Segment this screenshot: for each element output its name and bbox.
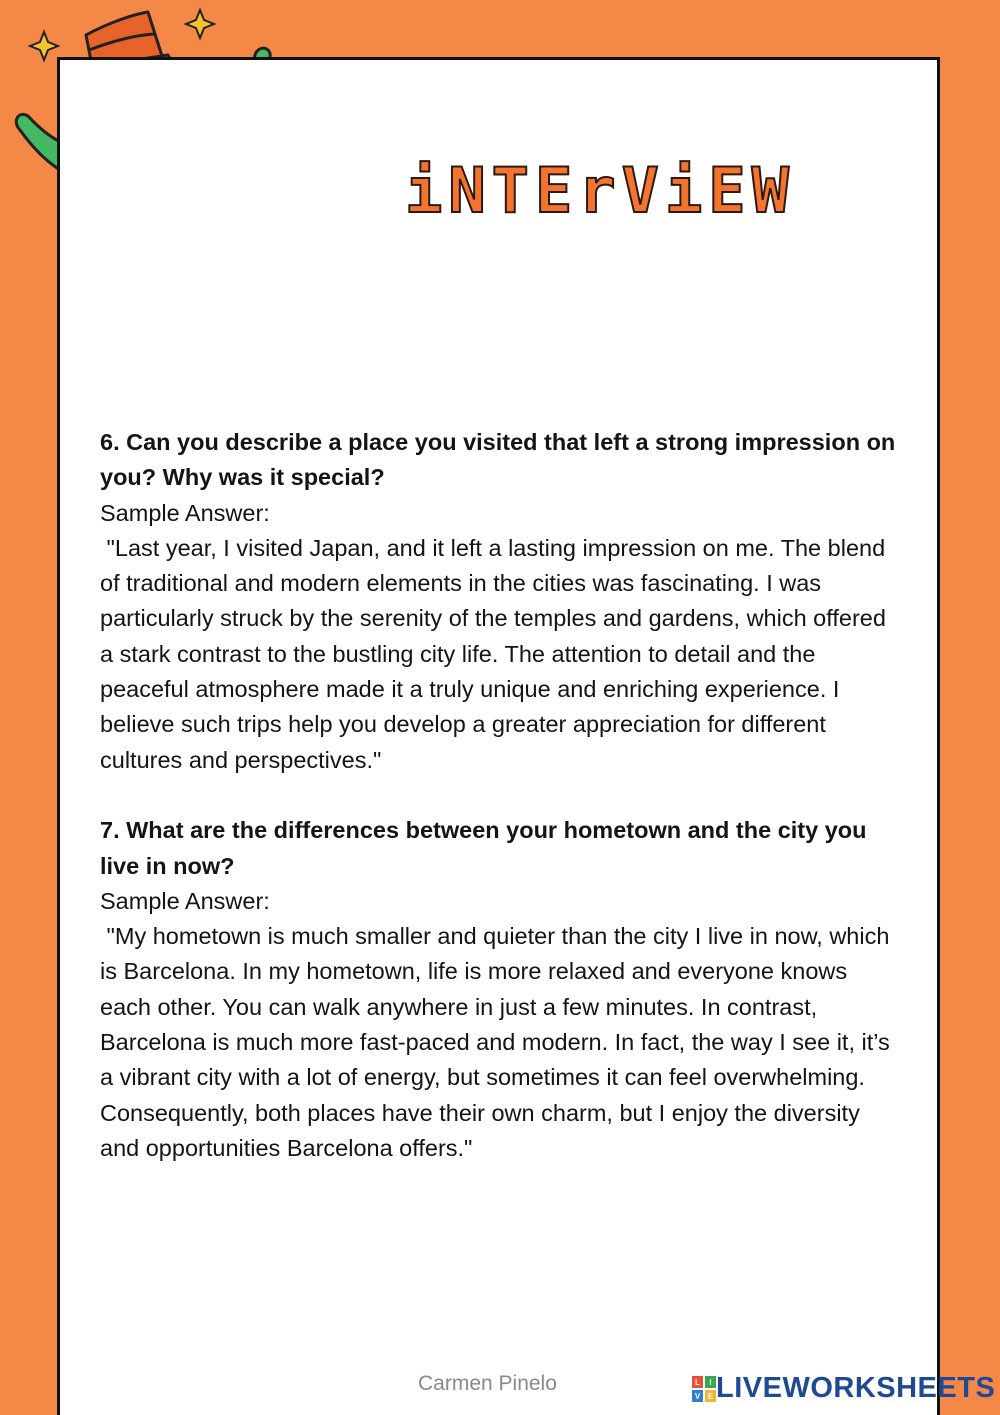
sample-answer-label: Sample Answer: <box>100 499 270 526</box>
sample-answer-label: Sample Answer: <box>100 887 270 914</box>
qa-item <box>100 813 900 1166</box>
page-title: iNTErViEW <box>405 154 795 227</box>
sparkle-icon <box>30 32 58 60</box>
liveworksheets-logo <box>692 1374 995 1403</box>
logo-letter-i: I <box>709 1377 712 1387</box>
question-text: 7. What are the differences between your hometown and the city you live in now? <box>100 817 867 879</box>
brand-name[interactable]: LIVEWORKSHEETS <box>716 1372 996 1404</box>
logo-letter-l: L <box>695 1377 700 1387</box>
logo-letter-v: V <box>694 1391 701 1401</box>
answer-text: "My hometown is much smaller and quieter than the city I live in now, which is Barcelona. In my hometown, life is more relaxed and everyone knows each other. You can walk anywhere in just a few minutes. In contrast, Barcelona is much more fast-paced and modern. In fact, the way I see it, it’s a vibrant city with a lot of energy, but sometimes it can feel overwhelming. Consequently, both places have their own charm, but I enjoy the diversity and opportunities Barcelona offers." <box>100 923 897 1161</box>
interview-content <box>100 425 900 1202</box>
logo-letter-e: E <box>707 1391 714 1401</box>
author-credit: Carmen Pinelo <box>418 1372 557 1395</box>
question-text: 6. Can you describe a place you visited that left a strong impression on you? Why was it special? <box>100 429 896 491</box>
answer-text: "Last year, I visited Japan, and it left a lasting impression on me. The blend of traditional and modern elements in the cities was fascinating. I was particularly struck by the serenity of the temples and gardens, which offered a stark contrast to the bustling city life. The attention to detail and the peaceful atmosphere made it a truly unique and enriching experience. I believe such trips help you develop a greater appreciation for different cultures and perspectives." <box>100 534 893 773</box>
sparkle-icon <box>186 10 214 38</box>
liveworksheets-logo-icon <box>692 1376 716 1402</box>
qa-item <box>100 425 900 778</box>
